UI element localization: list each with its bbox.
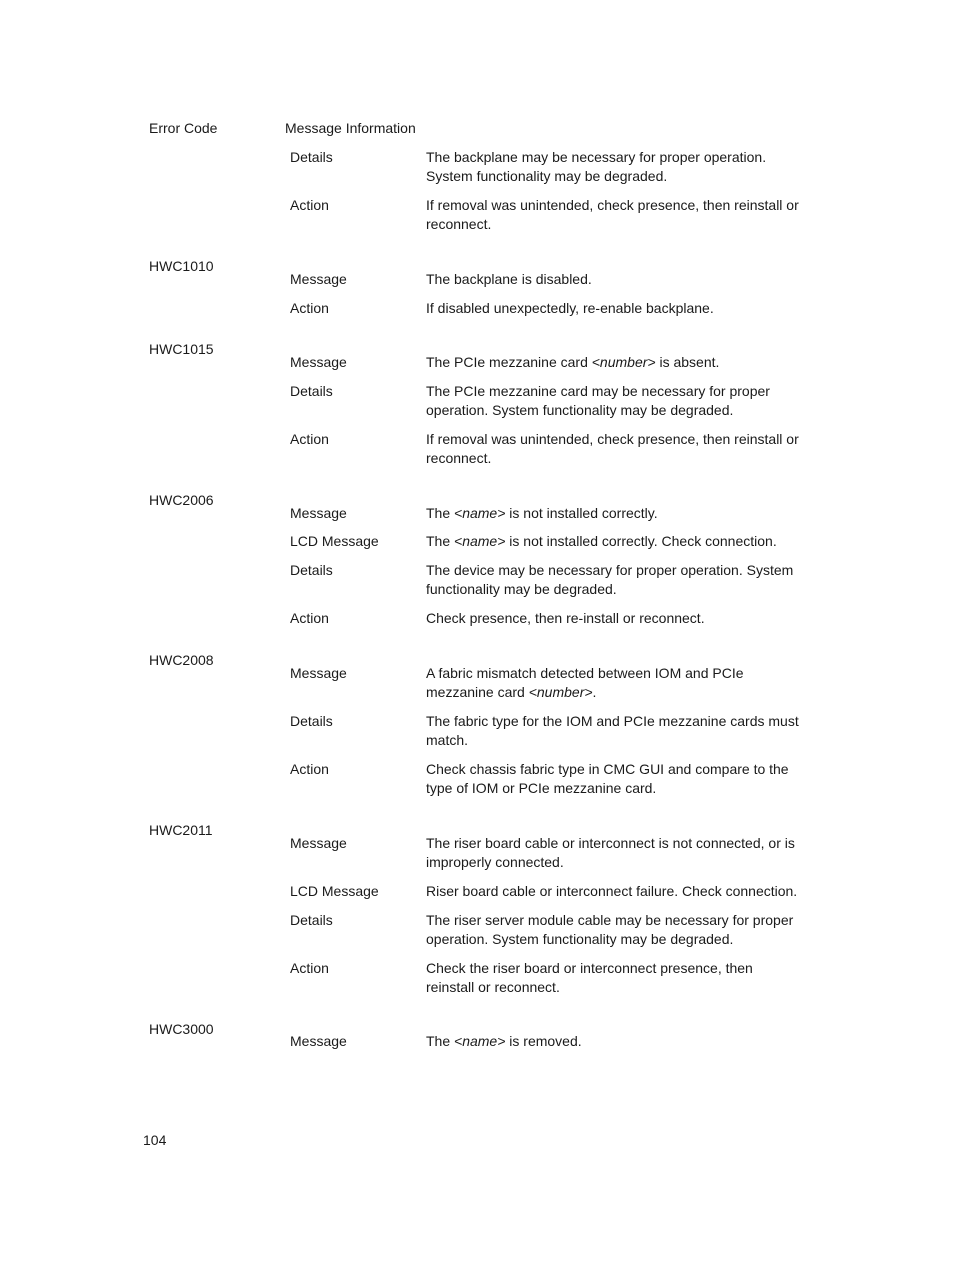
variable-placeholder: <number> xyxy=(528,684,593,700)
text-run: The backplane may be necessary for proper operation. xyxy=(426,149,767,165)
value-line xyxy=(426,834,826,853)
field-value xyxy=(426,712,826,750)
field-label: Action xyxy=(290,197,329,213)
value-line xyxy=(426,882,826,901)
field-value xyxy=(426,959,826,997)
message-information-column-header: Message Information xyxy=(285,120,416,136)
value-line xyxy=(426,580,826,599)
value-line xyxy=(426,561,826,580)
value-line xyxy=(426,930,826,949)
text-run: mezzanine card xyxy=(426,684,529,700)
value-line xyxy=(426,712,826,731)
text-run: If removal was unintended, check presence, then reinstall or xyxy=(426,197,799,213)
value-line xyxy=(426,911,826,930)
text-run: operation. System functionality may be degraded. xyxy=(426,931,734,947)
value-line xyxy=(426,382,826,401)
field-value xyxy=(426,148,826,186)
value-line xyxy=(426,167,826,186)
field-label: Action xyxy=(290,610,329,626)
text-run: is removed. xyxy=(505,1033,582,1049)
text-run: If disabled unexpectedly, re-enable backplane. xyxy=(426,300,714,316)
text-run: type of IOM or PCIe mezzanine card. xyxy=(426,780,657,796)
value-line xyxy=(426,609,826,628)
field-label: Action xyxy=(290,300,329,316)
field-value xyxy=(426,911,826,949)
text-run: The device may be necessary for proper operation. System xyxy=(426,562,794,578)
value-line xyxy=(426,401,826,420)
text-run: System functionality may be degraded. xyxy=(426,168,668,184)
value-line xyxy=(426,148,826,167)
error-code: HWC3000 xyxy=(149,1021,214,1037)
field-value xyxy=(426,882,826,901)
field-label: Details xyxy=(290,713,333,729)
field-label: Details xyxy=(290,149,333,165)
field-label: Details xyxy=(290,383,333,399)
value-line xyxy=(426,299,826,318)
field-value xyxy=(426,299,826,318)
field-value xyxy=(426,834,826,872)
value-line xyxy=(426,353,826,372)
value-line xyxy=(426,779,826,798)
field-label: Message xyxy=(290,354,347,370)
text-run: The xyxy=(426,505,455,521)
field-value xyxy=(426,353,826,372)
text-run: functionality may be degraded. xyxy=(426,581,617,597)
text-run: reconnect. xyxy=(426,450,492,466)
text-run: Check chassis fabric type in CMC GUI and compare to the xyxy=(426,761,789,777)
value-line xyxy=(426,504,826,523)
field-label: Message xyxy=(290,835,347,851)
text-run: The backplane is disabled. xyxy=(426,271,592,287)
value-line xyxy=(426,760,826,779)
value-line xyxy=(426,532,826,551)
value-line xyxy=(426,196,826,215)
field-value xyxy=(426,270,826,289)
text-run: A fabric mismatch detected between IOM and PCIe xyxy=(426,665,744,681)
field-label: Action xyxy=(290,431,329,447)
field-label: Message xyxy=(290,1033,347,1049)
variable-placeholder: <name> xyxy=(454,505,506,521)
value-line xyxy=(426,853,826,872)
value-line xyxy=(426,959,826,978)
text-run: Check the riser board or interconnect presence, then xyxy=(426,960,753,976)
text-run: reinstall or reconnect. xyxy=(426,979,560,995)
page-number: 104 xyxy=(143,1132,167,1148)
field-label: Details xyxy=(290,912,333,928)
field-label: LCD Message xyxy=(290,883,379,899)
field-label: Details xyxy=(290,562,333,578)
value-line xyxy=(426,270,826,289)
text-run: The riser server module cable may be necessary for proper xyxy=(426,912,794,928)
error-code: HWC2008 xyxy=(149,652,214,668)
value-line xyxy=(426,449,826,468)
field-value xyxy=(426,430,826,468)
field-value xyxy=(426,196,826,234)
variable-placeholder: <name> xyxy=(454,1033,506,1049)
error-code-column-header: Error Code xyxy=(149,120,218,136)
field-label: LCD Message xyxy=(290,533,379,549)
text-run: reconnect. xyxy=(426,216,492,232)
text-run: Riser board cable or interconnect failure. Check connection. xyxy=(426,883,798,899)
field-label: Message xyxy=(290,271,347,287)
text-run: The riser board cable or interconnect is not connected, or is xyxy=(426,835,795,851)
variable-placeholder: <number> xyxy=(591,354,656,370)
error-code: HWC1015 xyxy=(149,341,214,357)
text-run: operation. System functionality may be degraded. xyxy=(426,402,734,418)
text-run: . xyxy=(592,684,597,700)
value-line xyxy=(426,1032,826,1051)
field-value xyxy=(426,561,826,599)
variable-placeholder: <name> xyxy=(454,533,506,549)
field-label: Action xyxy=(290,761,329,777)
value-line xyxy=(426,731,826,750)
text-run: The PCIe mezzanine card xyxy=(426,354,592,370)
value-line xyxy=(426,664,826,683)
text-run: Check presence, then re-install or reconnect. xyxy=(426,610,705,626)
text-run: is absent. xyxy=(655,354,720,370)
field-value xyxy=(426,760,826,798)
field-value xyxy=(426,664,826,702)
text-run: is not installed correctly. Check connection. xyxy=(505,533,777,549)
field-value xyxy=(426,532,826,551)
error-code: HWC1010 xyxy=(149,258,214,274)
field-label: Action xyxy=(290,960,329,976)
field-value xyxy=(426,1032,826,1051)
value-line xyxy=(426,683,826,702)
value-line xyxy=(426,978,826,997)
field-label: Message xyxy=(290,505,347,521)
text-run: If removal was unintended, check presence, then reinstall or xyxy=(426,431,799,447)
text-run: is not installed correctly. xyxy=(505,505,658,521)
value-line xyxy=(426,430,826,449)
text-run: improperly connected. xyxy=(426,854,564,870)
field-value xyxy=(426,382,826,420)
text-run: The xyxy=(426,1033,455,1049)
text-run: The PCIe mezzanine card may be necessary for proper xyxy=(426,383,770,399)
field-value xyxy=(426,609,826,628)
text-run: The xyxy=(426,533,455,549)
value-line xyxy=(426,215,826,234)
error-code: HWC2011 xyxy=(149,822,213,838)
text-run: match. xyxy=(426,732,469,748)
text-run: The fabric type for the IOM and PCIe mezzanine cards must xyxy=(426,713,799,729)
field-value xyxy=(426,504,826,523)
field-label: Message xyxy=(290,665,347,681)
error-code: HWC2006 xyxy=(149,492,214,508)
